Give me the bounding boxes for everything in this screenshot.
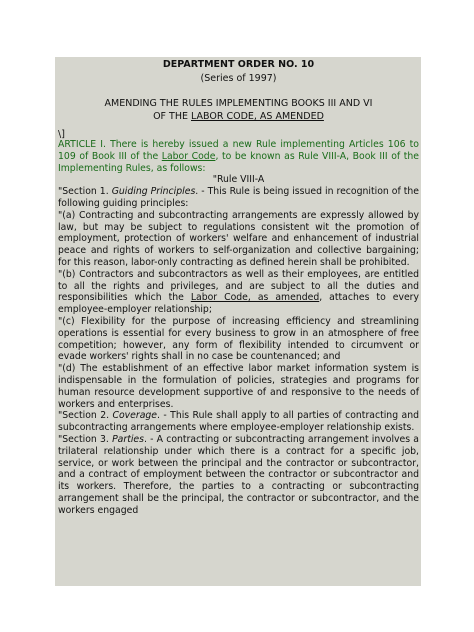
section-1-text: . - This Rule is being issued in recognition of the following guiding principles: (58, 186, 420, 209)
section-1-number: "Section 1. (58, 186, 112, 198)
order-series: (Series of 1997) (200, 73, 277, 84)
paragraph-a: "(a) Contracting and subcontracting arrangements are expressly allowed by law, but may be subject to regulations consistent wit the promotion of employment, protection of workers' welfare and enhancement of industrial peace and rights of workers to self-organization and collective bargaining; for this reason, labor-only contracting as defined herein shall be prohibited. (58, 209, 419, 268)
subtitle-line2-prefix: OF THE (153, 111, 191, 122)
section-1 (58, 186, 419, 210)
bracket-marker: \] (58, 129, 65, 140)
paragraph-d: "(d) The establishment of an effective labor market information system is indispensable in the formulation of policies, strategies and programs for human resource development supportive of and responsive to the needs of workers and enterprises. (58, 363, 419, 410)
labor-code-amended-link[interactable]: Labor Code, as amended (190, 292, 320, 304)
section-3-text: . - A contracting or subcontracting arrangement involves a trilateral relationship under which there is a contract for a specific job, service, or work between the principal and the contractor or subcontractor, and a contract of employment between the contractor or subcontractor and its workers. Therefore, the parties to a contracting or subcontracting arrangement shall be the principal, the contractor or subcontractor, and the workers engaged (58, 433, 419, 516)
section-2-number: "Section 2. (58, 410, 113, 422)
section-2 (58, 410, 419, 434)
article-text-1: ARTICLE I. There is hereby issued a new Rule implementing Articles 106 to 109 of Book III of the (58, 139, 419, 162)
section-3-number: "Section 3. (58, 433, 113, 445)
article-one (58, 139, 419, 174)
section-3 (58, 434, 419, 517)
subtitle-line1: AMENDING THE RULES IMPLEMENTING BOOKS III AND VI (104, 98, 373, 109)
paragraph-b-text-1: "(b) Contractors and subcontractors as well as their employees, are entitled to all the rights and privileges, and are subject to all the duties and responsibilities which the (58, 268, 419, 304)
order-subtitle (58, 97, 419, 123)
paragraph-c: "(c) Flexibility for the purpose of increasing efficiency and streamlining operations is essential for every business to grow in an atmosphere of free competition; however, any form of flexibility intended to circumvent or evade workers' rights shall in no case be countenanced; and (58, 315, 419, 363)
rule-heading: "Rule VIII-A (212, 174, 265, 186)
labor-code-link[interactable]: LABOR CODE, AS AMENDED (191, 111, 324, 122)
section-3-title: Parties (112, 433, 144, 445)
order-title: DEPARTMENT ORDER NO. 10 (162, 59, 315, 70)
paragraph-b (58, 269, 419, 316)
section-2-title: Coverage (112, 410, 158, 422)
article-text-2: , to be known as Rule VIII-A, Book III of the Implementing Rules, as follows: (58, 150, 419, 174)
labor-code-link-2[interactable]: Labor Code (161, 150, 216, 162)
section-2-text: . - This Rule shall apply to all parties of contracting and subcontracting arrangements where employee-employer relationship exists. (58, 410, 419, 434)
document-body (58, 139, 419, 517)
document-page (55, 57, 421, 586)
paragraph-b-text-2: , attaches to every employee-employer relationship; (58, 292, 419, 316)
section-1-title: Guiding Principles (111, 186, 196, 198)
